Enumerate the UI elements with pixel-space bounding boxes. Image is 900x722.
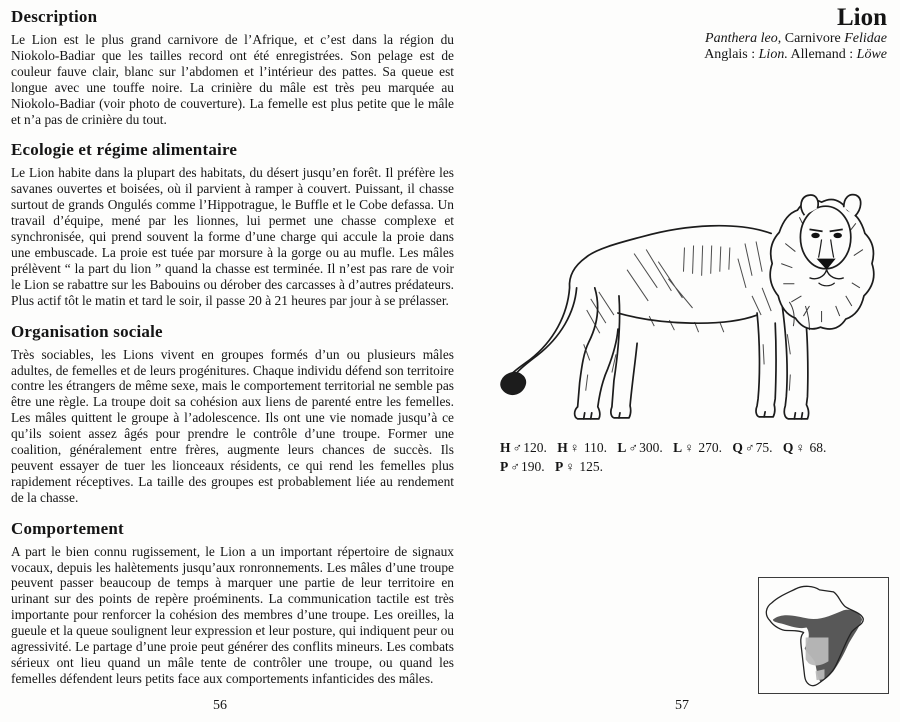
section-organisation-sociale	[11, 322, 454, 506]
measurement-label: P	[500, 459, 509, 474]
lion-drawing-svg	[497, 183, 875, 435]
languages-line	[704, 47, 887, 63]
female-symbol: ♀	[795, 440, 806, 455]
page-number-right: 57	[675, 698, 689, 713]
species-header	[704, 5, 887, 63]
measurement-item	[617, 440, 662, 455]
measurement-value: 120.	[523, 440, 547, 455]
male-symbol: ♂	[510, 459, 520, 474]
measurement-label: H	[557, 440, 568, 455]
measurement-value: 270.	[698, 440, 722, 455]
section-heading: Description	[11, 7, 98, 26]
language-label-german: Allemand :	[787, 47, 857, 62]
name-english: Lion.	[758, 47, 788, 62]
section-heading: Organisation sociale	[11, 321, 163, 341]
measurement-value: 68.	[809, 440, 827, 455]
measurement-value: 300.	[639, 440, 663, 455]
measurements-block	[500, 438, 892, 476]
section-body: Très sociables, les Lions vivent en groupes formés d’un ou plusieurs mâles adultes, de femelles et de leurs progénitures. Chaque individu défend son territoire contre les étrangers de même sexe, mais le comportement territorial ne semble pas être une règle. La troupe doit sa cohésion aux liens de parenté entre les femelles. Les mâles quittent le groupe à l’adolescence. Ils ont une vie nomade jusqu’à ce qu’ils soient assez âgés pour prendre le contrôle d’une troupe. Former une coalition, généralement entre frères, augmente leurs chances de succès. Ils peuvent essayer de tuer les lionceaux résidents, ce qui rend les femelles plus rapidement réceptives. La taille des groupes est probablement liée au rendement de la chasse.	[11, 346, 454, 505]
measurement-label: H	[500, 440, 511, 455]
section-description	[11, 7, 454, 127]
measurement-item	[732, 440, 772, 455]
female-symbol: ♀	[569, 440, 580, 455]
lion-illustration	[497, 183, 875, 435]
male-symbol: ♂	[628, 440, 639, 455]
measurement-item	[500, 459, 545, 474]
measurement-item	[500, 440, 547, 455]
africa-map-svg	[759, 578, 888, 693]
left-page-text-column	[11, 7, 454, 687]
section-body: A part le bien connu rugissement, le Lion a un important répertoire de signaux vocaux, depuis les halètements jusqu’aux ronronnements. Les mâles d’une troupe peuvent passer beaucoup de temps à marquer une partie de leur territoire en urinant sur des points de repère proéminents. La communication tactile est très importante pour renforcer la cohésion des membres d’une troupe. Les oreilles, la gueule et la queue soulignent leur expression et leur posture, qui indiquent peur ou agressivité. Le partage d’une proie peut générer des conflits mineurs. Les combats sérieux ont lieu quand un mâle tente de contrôler une troupe, ou quand les femelles défendent leurs petits face aux comportements infanticides des mâles.	[11, 543, 454, 686]
measurement-value: 110.	[583, 440, 608, 455]
distribution-map	[758, 577, 889, 694]
measurement-item	[673, 440, 722, 455]
page-title: Lion	[836, 4, 887, 31]
section-ecologie	[11, 140, 454, 308]
measurement-label: P	[555, 459, 564, 474]
section-body: Le Lion est le plus grand carnivore de l’Afrique, et c’est dans la région du Niokolo-Badiar que les tailles record ont été enregistrées. Son pelage est de couleur fauve clair, blanc sur l’abdomen et l’intérieur des pattes. Sa queue est longue avec une touffe noire. La crinière du mâle est très peu marquée au Niokolo-Badiar (voir photo de couverture). La femelle est plus petite que le mâle et n’a pas de crinière du tout.	[11, 32, 454, 127]
section-heading: Ecologie et régime alimentaire	[11, 140, 238, 160]
measurement-item	[555, 459, 603, 474]
language-label-english: Anglais :	[704, 47, 759, 62]
page-number-left: 56	[213, 698, 227, 713]
taxonomy-family: Felidae	[844, 31, 887, 46]
male-symbol: ♂	[512, 440, 523, 455]
taxonomy-order: , Carnivore	[777, 31, 845, 46]
measurement-label: L	[617, 440, 627, 455]
female-symbol: ♀	[684, 440, 694, 455]
measurement-value: 190.	[521, 459, 545, 474]
measurement-item	[557, 440, 607, 455]
section-heading: Comportement	[11, 518, 124, 538]
measurements-line-1	[500, 438, 892, 457]
measurements-line-2	[500, 457, 892, 476]
measurement-value: 75.	[755, 440, 773, 455]
taxonomy-line	[704, 31, 887, 47]
male-symbol: ♂	[744, 440, 755, 455]
measurement-item	[783, 440, 827, 455]
species-latin-name: Panthera leo	[705, 31, 778, 46]
measurement-label: Q	[732, 440, 743, 455]
female-symbol: ♀	[565, 459, 575, 474]
measurement-label: Q	[782, 440, 794, 455]
measurement-value: 125.	[579, 459, 603, 474]
section-body: Le Lion habite dans la plupart des habitats, du désert jusqu’en forêt. Il préfère les savanes ouvertes et boisées, où il parvient à ramper à couvert. Puissant, il chasse surtout de grands Ongulés comme l’Hippotrague, le Buffle et le Cobe defassa. Un travail d’équipe, mené par les lionnes, lui permet une chasse complexe et synchronisée, qui prend souvent la forme d’une charge qui accule la proie dans une embuscade. La proie est tuée par morsure à la gorge ou au mufle. Les mâles prélèvent “ la part du lion ” quand la chasse est terminée. Il n’est pas rare de voir le Lion se rabattre sur les Babouins ou dérober des carcasses à d’autres prédateurs. Plus actif tôt le matin et tard le soir, il passe 20 à 21 heures par jour à se prélasser.	[11, 165, 454, 308]
name-german: Löwe	[856, 47, 887, 62]
measurement-label: L	[673, 440, 683, 455]
section-comportement	[11, 519, 454, 687]
